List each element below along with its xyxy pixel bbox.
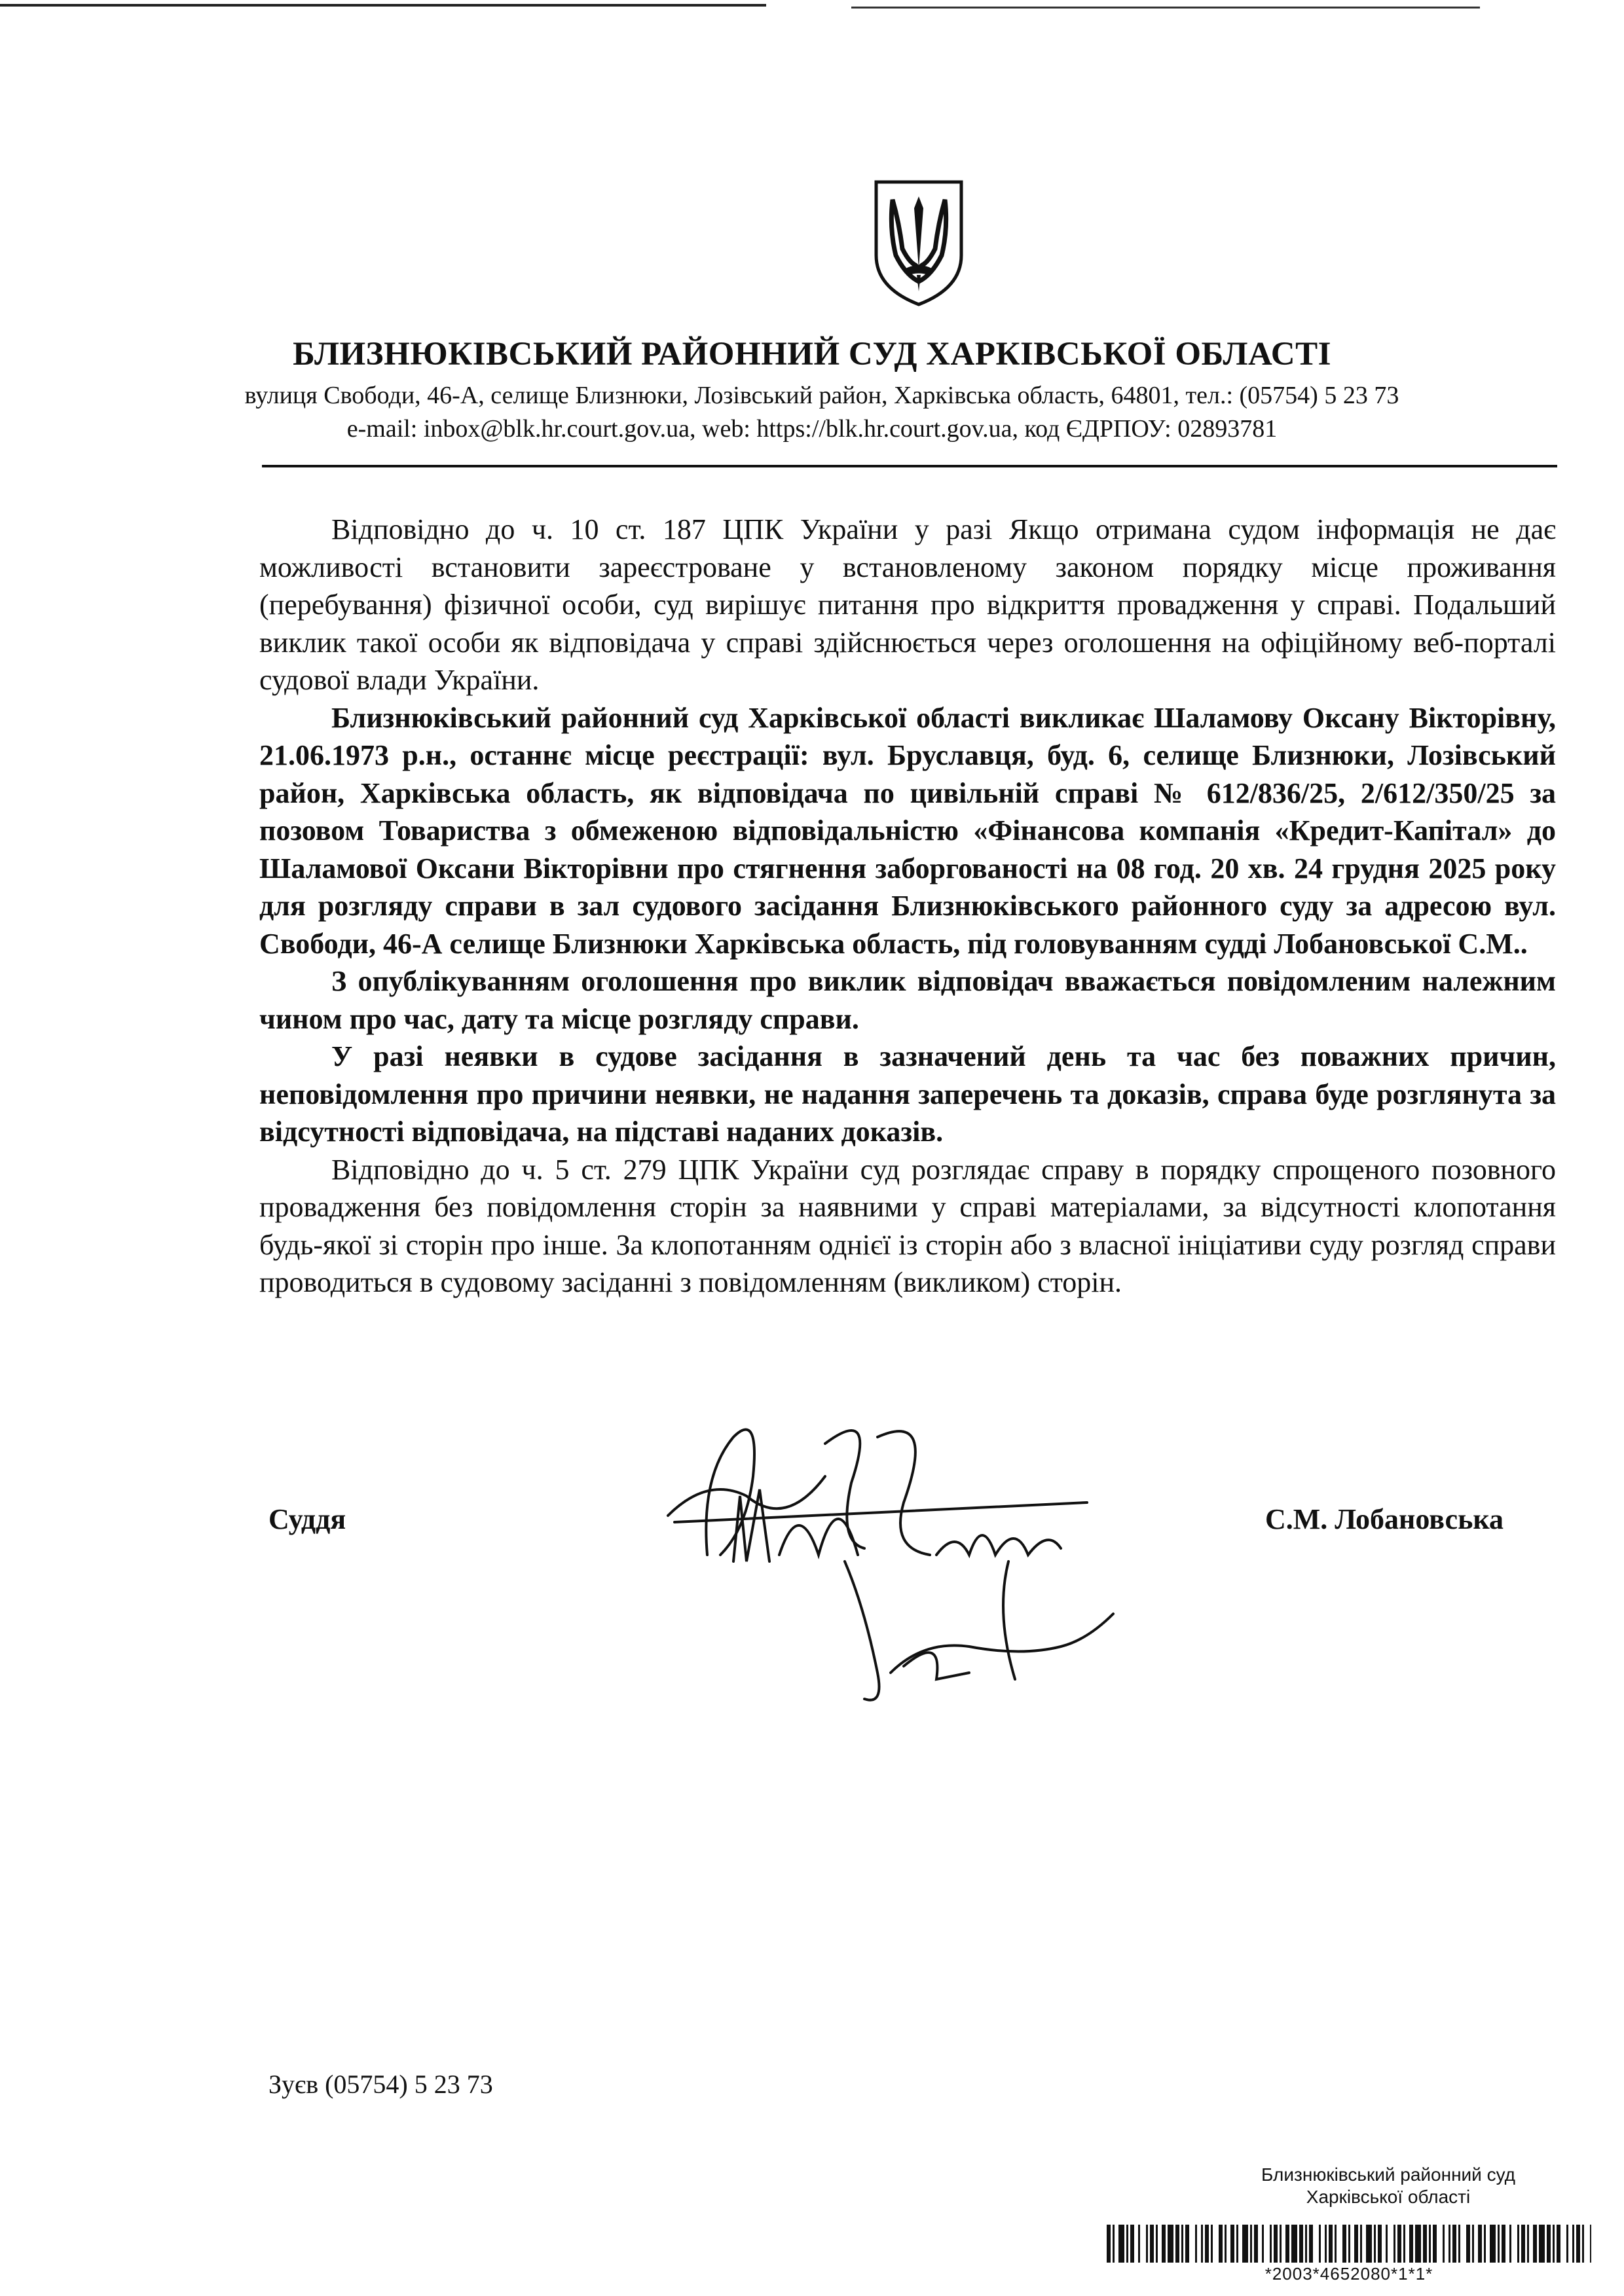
- barcode-bar: [1118, 2225, 1124, 2263]
- barcode-bar: [1150, 2225, 1154, 2263]
- barcode-bar: [1250, 2225, 1252, 2263]
- barcode-bar: [1225, 2225, 1227, 2263]
- barcode-bar: [1201, 2225, 1203, 2263]
- barcode-bar: [1576, 2225, 1580, 2263]
- barcode-bar: [1490, 2225, 1496, 2263]
- barcode-bar: [1219, 2225, 1223, 2263]
- barcode-bar: [1472, 2225, 1474, 2263]
- barcode: [1107, 2225, 1591, 2263]
- barcode-bar: [1146, 2225, 1148, 2263]
- barcode-number: *2003*4652080*1*1*: [1264, 2264, 1433, 2284]
- barcode-bar: [1378, 2225, 1382, 2263]
- court-name-heading: БЛИЗНЮКІВСЬКИЙ РАЙОННИЙ СУД ХАРКІВСЬКОЇ ОБЛАСТІ: [293, 336, 1331, 373]
- barcode-bar: [1397, 2225, 1401, 2263]
- barcode-bar: [1175, 2225, 1179, 2263]
- barcode-bar: [1386, 2225, 1388, 2263]
- barcode-bar: [1270, 2225, 1272, 2263]
- stamp-court-line-1: Близнюківський районний суд: [1261, 2164, 1516, 2185]
- judge-signature: [629, 1398, 1153, 1725]
- barcode-bar: [1566, 2225, 1568, 2263]
- scan-edge-line: [0, 4, 766, 7]
- barcode-bar: [1162, 2225, 1166, 2263]
- barcode-bar: [1291, 2225, 1297, 2263]
- trident-emblem-icon: [870, 177, 968, 308]
- barcode-bar: [1354, 2225, 1358, 2263]
- barcode-bar: [1572, 2225, 1574, 2263]
- barcode-bar: [1403, 2225, 1405, 2263]
- barcode-bar: [1205, 2225, 1209, 2263]
- barcode-bar: [1423, 2225, 1427, 2263]
- barcode-bar: [1274, 2225, 1278, 2263]
- barcode-bar: [1285, 2225, 1289, 2263]
- barcode-bar: [1168, 2225, 1173, 2263]
- barcode-bar: [1433, 2225, 1437, 2263]
- barcode-bar: [1254, 2225, 1258, 2263]
- barcode-bar: [1429, 2225, 1431, 2263]
- barcode-bar: [1443, 2225, 1445, 2263]
- registration-stamp: [1218, 2164, 1559, 2208]
- barcode-bar: [1181, 2225, 1183, 2263]
- barcode-bar: [1466, 2225, 1470, 2263]
- stamp-court-line-2: Харківської області: [1306, 2187, 1471, 2207]
- barcode-bar: [1498, 2225, 1500, 2263]
- barcode-bar: [1211, 2225, 1213, 2263]
- barcode-bar: [1547, 2225, 1551, 2263]
- barcode-bar: [1517, 2225, 1519, 2263]
- paragraph-publication-notice: З опублікуванням оголошення про виклик відповідач вважається повідомленим належним чином про час, дату та місце розгляду справи.: [259, 965, 1556, 1035]
- barcode-bar: [1539, 2225, 1545, 2263]
- paragraph-summons: Близнюківський районний суд Харківської області викликає Шаламову Оксану Вікторівну, 21.06.1973 р.н., останнє місце реєстрації: вул. Бруславця, буд. 6, селище Близнюки, Лозівський район, Харківська область, як відповідача по цивільній справі № 612/836/25, 2/612/350/25 за позовом Товариства з обмеженою відповідальністю «Фінансова компанія «Кредит-Капітал» до Шаламової Оксани Вікторівни про стягнення заборгованості на 08 год. 20 хв. 24 грудня 2025 року для розгляду справи в зал судового засідання Близнюківського районного суду за адресою вул. Свободи, 46-А селище Близнюки Харківська область, під головуванням судді Лобановської С.М..: [259, 701, 1556, 960]
- barcode-bar: [1107, 2225, 1111, 2263]
- court-contacts: e-mail: inbox@blk.hr.court.gov.ua, web: https://blk.hr.court.gov.ua, код ЄДРПОУ: 02893781: [346, 415, 1278, 443]
- barcode-bar: [1478, 2225, 1482, 2263]
- barcode-bar: [1557, 2225, 1560, 2263]
- scan-edge-line-right: [851, 7, 1480, 9]
- barcode-bar: [1458, 2225, 1460, 2263]
- barcode-bar: [1374, 2225, 1376, 2263]
- barcode-bar: [1138, 2225, 1140, 2263]
- barcode-bar: [1126, 2225, 1128, 2263]
- barcode-bar: [1329, 2225, 1333, 2263]
- judge-name: С.М. Лобановська: [1265, 1503, 1504, 1535]
- barcode-bar: [1335, 2225, 1337, 2263]
- barcode-bar: [1325, 2225, 1327, 2263]
- barcode-bar: [1156, 2225, 1158, 2263]
- barcode-bar: [1305, 2225, 1307, 2263]
- barcode-bar: [1509, 2225, 1511, 2263]
- barcode-bar: [1553, 2225, 1555, 2263]
- barcode-bar: [1360, 2225, 1362, 2263]
- notice-body: [259, 511, 1556, 1302]
- barcode-bar: [1582, 2225, 1584, 2263]
- paragraph-simplified-procedure: Відповідно до ч. 5 ст. 279 ЦПК України суд розглядає справу в порядку спрощеного позовного провадження без повідомлення сторін за наявними у справі матеріалами, за відсутності клопотання будь-якої зі сторін про інше. За клопотанням однієї із сторін або з власної ініціативи суду розгляд справи проводиться в судовому засіданні з повідомленням (викликом) сторін.: [259, 1153, 1556, 1298]
- header-divider: [262, 465, 1557, 467]
- barcode-bar: [1533, 2225, 1537, 2263]
- barcode-bar: [1230, 2225, 1234, 2263]
- barcode-bar: [1502, 2225, 1505, 2263]
- barcode-bar: [1236, 2225, 1238, 2263]
- barcode-bar: [1309, 2225, 1313, 2263]
- barcode-bar: [1521, 2225, 1525, 2263]
- barcode-bar: [1415, 2225, 1421, 2263]
- barcode-bar: [1242, 2225, 1248, 2263]
- barcode-bar: [1348, 2225, 1350, 2263]
- barcode-bar: [1262, 2225, 1264, 2263]
- barcode-bar: [1366, 2225, 1372, 2263]
- barcode-bar: [1527, 2225, 1529, 2263]
- barcode-bar: [1319, 2225, 1321, 2263]
- barcode-bar: [1185, 2225, 1189, 2263]
- barcode-bar: [1484, 2225, 1486, 2263]
- barcode-bar: [1393, 2225, 1395, 2263]
- barcode-bar: [1409, 2225, 1413, 2263]
- barcode-bar: [1342, 2225, 1346, 2263]
- barcode-bar: [1280, 2225, 1282, 2263]
- barcode-bar: [1452, 2225, 1456, 2263]
- barcode-bar: [1590, 2225, 1591, 2263]
- barcode-bar: [1299, 2225, 1303, 2263]
- barcode-bar: [1113, 2225, 1115, 2263]
- barcode-bar: [1449, 2225, 1450, 2263]
- paragraph-legal-basis: Відповідно до ч. 10 ст. 187 ЦПК України у разі Якщо отримана судом інформація не дає можливості встановити зареєстроване у встановленому законом порядку місце проживання (перебування) фізичної особи, суд вирішує питання про відкриття провадження у справі. Подальший виклик такої особи як відповідача у справі здійснюється через оголошення на офіційному веб-порталі судової влади України.: [259, 513, 1556, 696]
- barcode-bar: [1195, 2225, 1197, 2263]
- paragraph-absence-warning: У разі неявки в судове засідання в зазначений день та час без поважних причин, неповідомлення про причини неявки, не надання заперечень та доказів, справа буде розглянута за відсутності відповідача, на підставі наданих доказів.: [259, 1040, 1556, 1148]
- court-address: вулиця Свободи, 46-А, селище Близнюки, Лозівський район, Харківська область, 64801, тел.: (05754) 5 23 73: [244, 382, 1399, 409]
- judge-role-label: Суддя: [268, 1503, 346, 1535]
- barcode-bar: [1130, 2225, 1134, 2263]
- executor-contact: Зуєв (05754) 5 23 73: [268, 2069, 493, 2099]
